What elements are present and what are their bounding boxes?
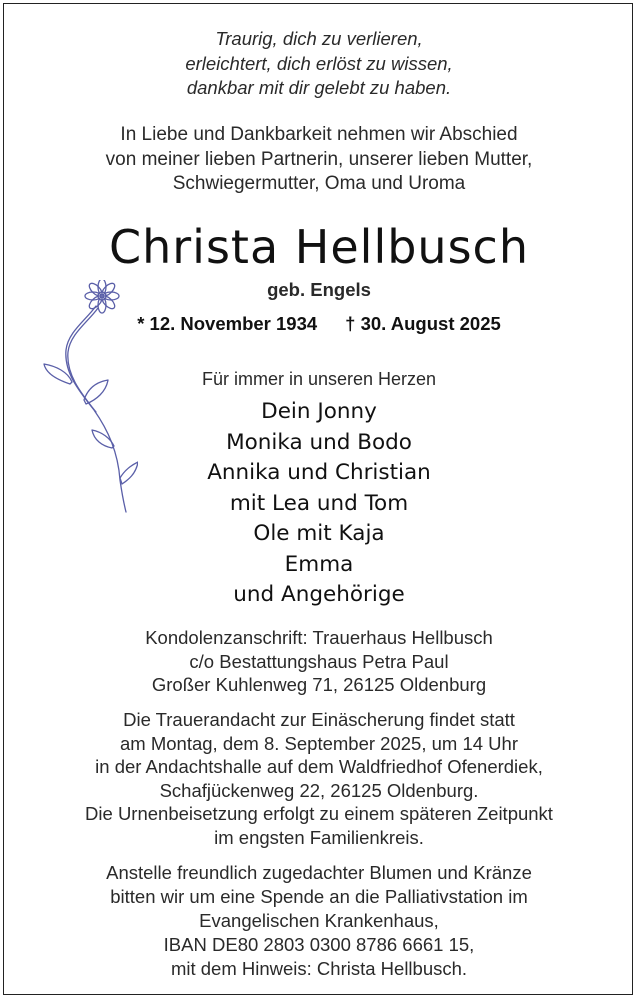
poem-line: erleichtert, dich erlöst zu wissen, <box>185 52 453 74</box>
donation-line: IBAN DE80 2803 0300 8786 6661 15, <box>163 934 475 955</box>
poem-line: dankbar mit dir gelebt zu haben. <box>186 77 452 98</box>
intro-line: In Liebe und Dankbarkeit nehmen wir Abschied <box>120 124 518 145</box>
intro-line: Schwiegermutter, Oma und Uroma <box>172 173 466 194</box>
mourner-line: und Angehörige <box>233 582 405 607</box>
memorial-poem <box>0 27 638 101</box>
farewell-intro <box>0 123 638 197</box>
poem-line: Traurig, dich zu verlieren, <box>215 28 423 49</box>
motto: Für immer in unseren Herzen <box>201 369 437 389</box>
mourner-line: Emma <box>284 551 354 577</box>
service-line: Die Trauerandacht zur Einäscherung findet statt <box>123 709 515 730</box>
condolence-address <box>0 626 638 697</box>
address-line: Großer Kuhlenweg 71, 26125 Oldenburg <box>151 674 487 695</box>
mourner-line: Ole mit Kaja <box>253 521 385 546</box>
service-line: am Montag, dem 8. September 2025, um 14 Uhr <box>120 732 518 754</box>
maiden-name: geb. Engels <box>267 279 371 300</box>
mourner-line: mit Lea und Tom <box>229 490 409 516</box>
mourners-list <box>0 397 638 611</box>
deceased-name: Christa Hellbusch <box>109 220 529 274</box>
donation-line: Anstelle freundlich zugedachter Blumen und Kränze <box>106 862 532 883</box>
mourner-line: Monika und Bodo <box>226 429 412 455</box>
mourner-line: Dein Jonny <box>261 399 377 424</box>
donation-line: bitten wir um eine Spende an die Palliativstation im <box>110 886 528 907</box>
mourner-line: Annika und Christian <box>207 460 431 485</box>
service-line: Schafjückenweg 22, 26125 Oldenburg. <box>159 779 479 801</box>
donation-line: Evangelischen Krankenhaus, <box>199 910 439 931</box>
service-line: Die Urnenbeisetzung erfolgt zu einem späteren Zeitpunkt <box>85 803 553 824</box>
donation-line: mit dem Hinweis: Christa Hellbusch. <box>170 958 468 979</box>
service-line: in der Andachtshalle auf dem Waldfriedhof Ofenerdiek, <box>95 756 543 777</box>
address-line: c/o Bestattungshaus Petra Paul <box>189 650 449 672</box>
birth-date: * 12. November 1934 <box>137 313 318 334</box>
service-line: im engsten Familienkreis. <box>214 826 424 848</box>
intro-line: von meiner lieben Partnerin, unserer lieben Mutter, <box>105 148 533 170</box>
donation-request <box>0 861 638 981</box>
address-line: Kondolenzanschrift: Trauerhaus Hellbusch <box>145 627 493 648</box>
death-date: † 30. August 2025 <box>345 313 501 334</box>
funeral-service-info <box>0 708 638 849</box>
